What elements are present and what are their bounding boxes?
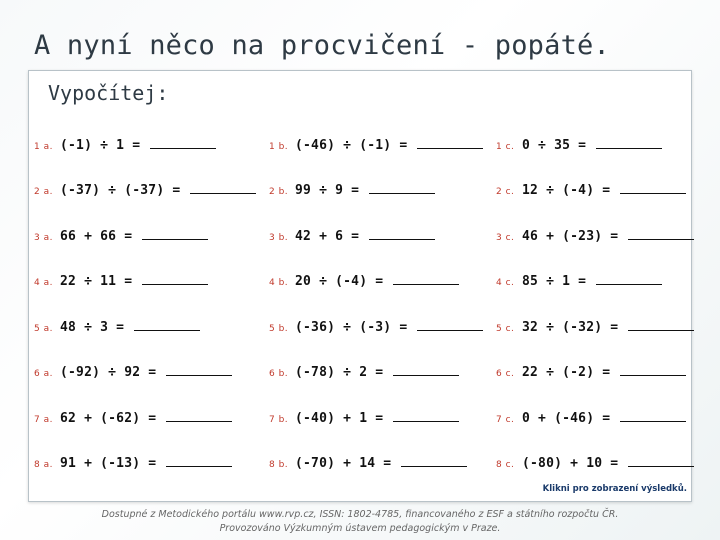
exercise-expression [522,456,694,471]
exercise-panel [28,70,692,502]
answer-blank[interactable] [628,320,694,331]
exercise-label: 8 b. [269,460,289,470]
exercise-label: 5 a. [34,324,53,334]
exercise-expression [60,274,208,289]
exercise-expression [295,320,483,335]
exercise-label: 5 c. [496,324,515,334]
exercise-label: 4 b. [269,278,289,288]
expression-text: (-1) ÷ 1 = [60,138,141,153]
expression-text: 20 ÷ (-4) = [295,274,384,289]
answer-blank[interactable] [393,274,459,285]
expression-text: 62 + (-62) = [60,411,157,426]
exercise-label: 1 c. [496,142,515,152]
answer-blank[interactable] [417,138,483,149]
answer-blank[interactable] [393,411,459,422]
expression-text: 0 + (-46) = [522,411,611,426]
exercise-label: 7 c. [496,415,515,425]
answer-blank[interactable] [369,229,435,240]
exercise-label: 1 a. [34,142,53,152]
exercise-label: 8 a. [34,460,53,470]
expression-text: 12 ÷ (-4) = [522,183,611,198]
exercise-expression [295,365,459,380]
exercise-label: 6 b. [269,369,289,379]
exercise-expression [522,320,694,335]
answer-blank[interactable] [190,183,256,194]
expression-text: (-78) ÷ 2 = [295,365,384,380]
exercise-expression [295,411,459,426]
exercise-label: 7 b. [269,415,289,425]
expression-text: (-36) ÷ (-3) = [295,320,408,335]
answer-blank[interactable] [628,456,694,467]
answer-blank[interactable] [369,183,435,194]
answer-blank[interactable] [417,320,483,331]
exercise-label: 8 c. [496,460,515,470]
exercise-label: 4 c. [496,278,515,288]
exercise-row [29,411,691,431]
exercise-row [29,365,691,385]
expression-text: (-70) + 14 = [295,456,392,471]
exercise-row [29,274,691,294]
exercise-expression [522,365,686,380]
show-results-link[interactable]: Klikni pro zobrazení výsledků. [542,484,687,494]
exercise-label: 6 c. [496,369,515,379]
answer-blank[interactable] [142,229,208,240]
exercise-expression [60,183,256,198]
answer-blank[interactable] [596,138,662,149]
answer-blank[interactable] [620,411,686,422]
exercise-expression [60,411,232,426]
exercise-label: 6 a. [34,369,53,379]
answer-blank[interactable] [620,183,686,194]
exercise-expression [295,229,435,244]
exercise-expression [60,320,200,335]
exercise-expression [522,138,662,153]
exercise-label: 3 c. [496,233,515,243]
exercise-row [29,229,691,249]
exercise-label: 2 c. [496,187,515,197]
exercise-expression [295,456,467,471]
exercise-expression [60,456,232,471]
exercise-label: 5 b. [269,324,289,334]
answer-blank[interactable] [134,320,200,331]
slide-title: A nyní něco na procvičení - popáté. [34,30,610,61]
exercise-label: 2 b. [269,187,289,197]
exercise-label: 2 a. [34,187,53,197]
exercise-label: 7 a. [34,415,53,425]
expression-text: 22 ÷ 11 = [60,274,133,289]
exercise-expression [60,138,216,153]
expression-text: (-80) + 10 = [522,456,619,471]
exercise-row [29,456,691,476]
answer-blank[interactable] [596,274,662,285]
exercise-expression [60,229,208,244]
expression-text: 0 ÷ 35 = [522,138,587,153]
exercise-expression [522,229,694,244]
answer-blank[interactable] [150,138,216,149]
exercise-label: 1 b. [269,142,289,152]
expression-text: (-40) + 1 = [295,411,384,426]
answer-blank[interactable] [166,456,232,467]
expression-text: 46 + (-23) = [522,229,619,244]
exercise-expression [522,411,686,426]
exercise-label: 3 a. [34,233,53,243]
expression-text: 22 ÷ (-2) = [522,365,611,380]
answer-blank[interactable] [628,229,694,240]
expression-text: 48 ÷ 3 = [60,320,125,335]
footer-line-1: Dostupné z Metodického portálu www.rvp.cz, ISSN: 1802-4785, financovaného z ESF a státního rozpočtu ČR. [101,509,619,520]
exercise-expression [295,183,435,198]
expression-text: (-46) ÷ (-1) = [295,138,408,153]
exercise-row [29,183,691,203]
exercise-expression [60,365,232,380]
exercise-grid [29,71,691,501]
expression-text: (-92) ÷ 92 = [60,365,157,380]
exercise-expression [522,183,686,198]
answer-blank[interactable] [142,274,208,285]
expression-text: 32 ÷ (-32) = [522,320,619,335]
expression-text: 66 + 66 = [60,229,133,244]
answer-blank[interactable] [166,365,232,376]
exercise-label: 3 b. [269,233,289,243]
panel-heading: Vypočítej: [48,81,169,105]
exercise-row [29,320,691,340]
expression-text: 99 ÷ 9 = [295,183,360,198]
expression-text: 85 ÷ 1 = [522,274,587,289]
exercise-expression [295,138,483,153]
expression-text: 42 + 6 = [295,229,360,244]
answer-blank[interactable] [620,365,686,376]
expression-text: (-37) ÷ (-37) = [60,183,181,198]
answer-blank[interactable] [393,365,459,376]
answer-blank[interactable] [401,456,467,467]
exercise-label: 4 a. [34,278,53,288]
footer-line-2: Provozováno Výzkumným ústavem pedagogickým v Praze. [219,523,501,534]
exercise-expression [295,274,459,289]
exercise-expression [522,274,662,289]
answer-blank[interactable] [166,411,232,422]
footer [0,508,720,536]
exercise-row [29,138,691,158]
expression-text: 91 + (-13) = [60,456,157,471]
